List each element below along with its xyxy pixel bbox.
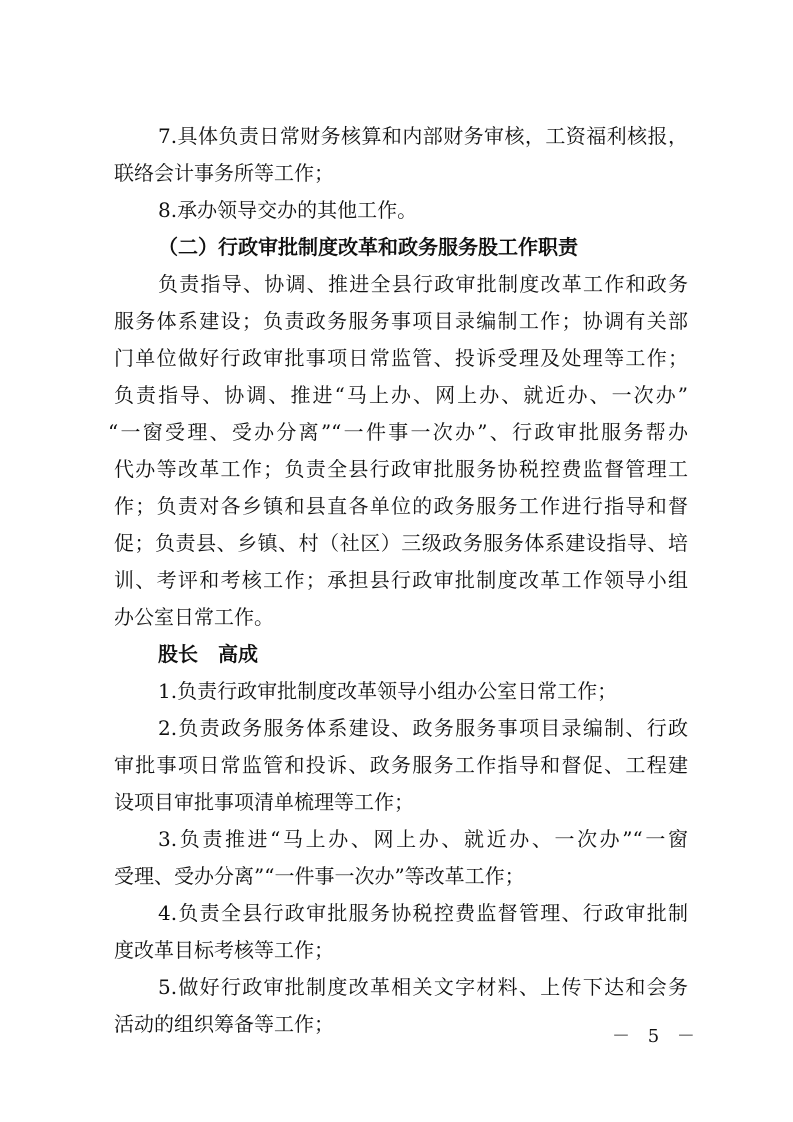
paragraph-line: 促；负责县、乡镇、村（社区）三级政务服务体系建设指导、培 — [114, 531, 688, 555]
page-number: － 5 － — [612, 1026, 701, 1047]
paragraph-line: 2.负责政务服务体系建设、政务服务事项目录编制、行政 — [158, 716, 688, 740]
paragraph-line: 8.承办领导交办的其他工作。 — [158, 198, 418, 222]
paragraph-line: 设项目审批事项清单梳理等工作； — [114, 790, 414, 814]
paragraph-line: 4.负责全县行政审批服务协税控费监督管理、行政审批制 — [158, 901, 688, 925]
paragraph-line: 服务体系建设；负责政务服务事项目录编制工作；协调有关部 — [114, 309, 688, 333]
paragraph-line: 活动的组织筹备等工作； — [114, 1012, 334, 1036]
paragraph-line: 5.做好行政审批制度改革相关文字材料、上传下达和会务 — [158, 975, 688, 999]
paragraph-line: 训、考评和考核工作；承担县行政审批制度改革工作领导小组 — [114, 568, 688, 592]
paragraph-line: 审批事项日常监管和投诉、政务服务工作指导和督促、工程建 — [114, 753, 688, 777]
paragraph-line: 3.负责推进“马上办、网上办、就近办、一次办”“一窗 — [158, 827, 688, 851]
paragraph-line: 联络会计事务所等工作； — [114, 161, 334, 185]
paragraph-line: 度改革目标考核等工作； — [114, 938, 334, 962]
paragraph-line: 作；负责对各乡镇和县直各单位的政务服务工作进行指导和督 — [114, 494, 688, 518]
document-body — [108, 118, 688, 1043]
paragraph-line: 办公室日常工作。 — [114, 605, 274, 629]
paragraph-line: 1.负责行政审批制度改革领导小组办公室日常工作； — [158, 679, 618, 703]
section-chief-name: 股长 高成 — [158, 642, 258, 666]
paragraph-line: “一窗受理、受办分离”“一件事一次办”、行政审批服务帮办 — [108, 420, 688, 444]
paragraph-line: 负责指导、协调、推进全县行政审批制度改革工作和政务 — [158, 272, 688, 296]
paragraph-line: 门单位做好行政审批事项日常监管、投诉受理及处理等工作； — [114, 346, 688, 370]
paragraph-line: 受理、受办分离”“一件事一次办”等改革工作； — [114, 864, 525, 888]
paragraph-line: 7.具体负责日常财务核算和内部财务审核，工资福利核报， — [158, 124, 688, 148]
section-heading: （二）行政审批制度改革和政务服务股工作职责 — [158, 235, 578, 259]
paragraph-line: 代办等改革工作；负责全县行政审批服务协税控费监督管理工 — [114, 457, 688, 481]
paragraph-line: 负责指导、协调、推进“马上办、网上办、就近办、一次办” — [114, 383, 688, 407]
